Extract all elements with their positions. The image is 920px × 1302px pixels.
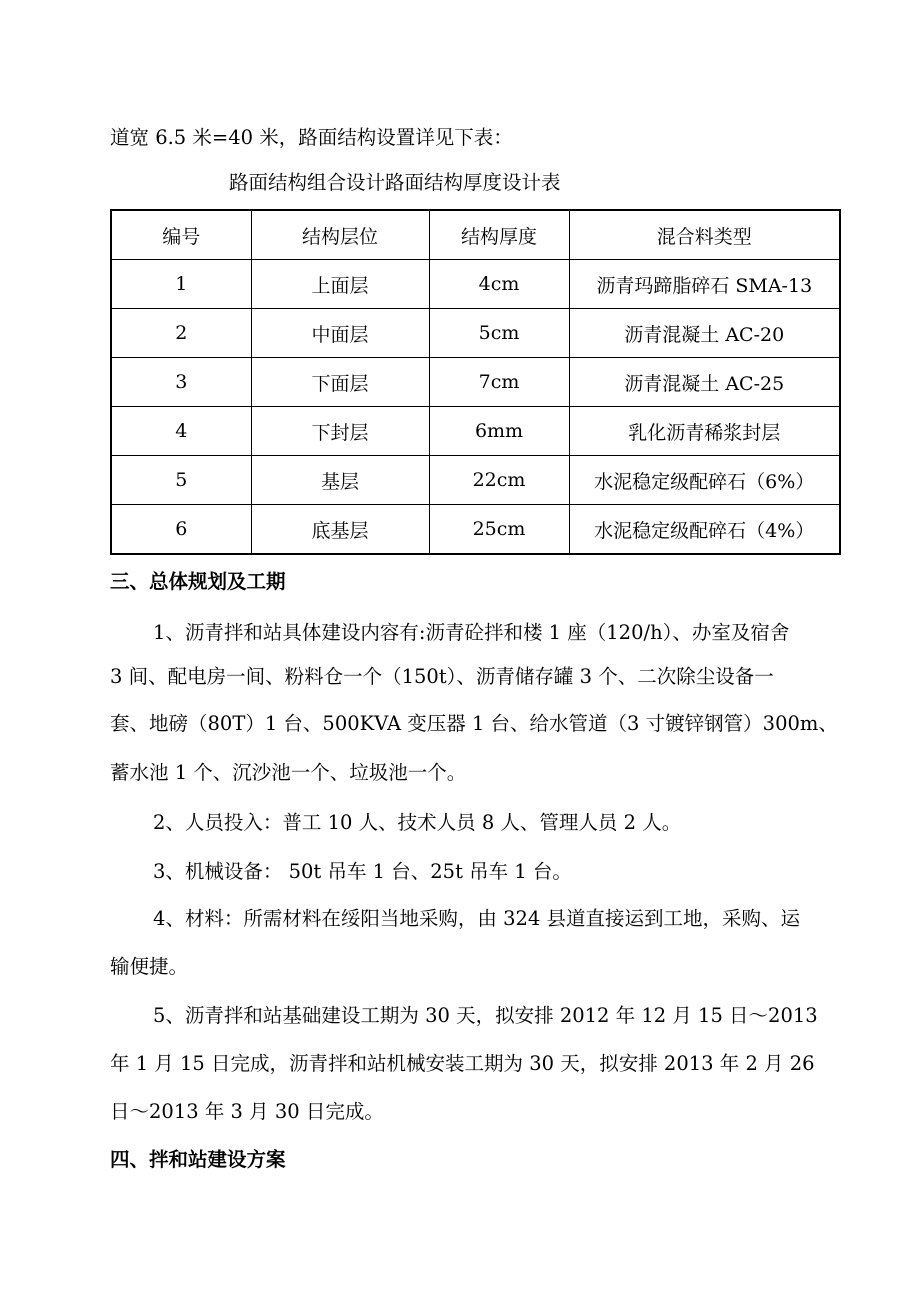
cell-layer: 上面层	[251, 260, 429, 309]
cell-layer: 基层	[251, 456, 429, 505]
table-row	[111, 505, 840, 555]
pavement-structure-table	[110, 209, 841, 555]
cell-thickness: 25cm	[429, 505, 569, 555]
table-row	[111, 309, 840, 358]
item5-line2: 年 1 月 15 日完成，沥青拌和站机械安装工期为 30 天，拟安排 2013 年 2 月 26	[110, 1052, 815, 1075]
cell-mixture: 水泥稳定级配碎石（6%）	[569, 456, 840, 505]
cell-number: 3	[111, 358, 251, 407]
cell-number: 1	[111, 260, 251, 309]
cell-layer: 下封层	[251, 407, 429, 456]
cell-number: 4	[111, 407, 251, 456]
header-cell-layer: 结构层位	[251, 210, 429, 260]
cell-mixture: 水泥稳定级配碎石（4%）	[569, 505, 840, 555]
header-cell-mixture: 混合料类型	[569, 210, 840, 260]
table-header-row	[111, 210, 840, 260]
item5-line1: 5、沥青拌和站基础建设工期为 30 天，拟安排 2012 年 12 月 15 日～2013	[153, 1004, 818, 1027]
table-caption: 路面结构组合设计路面结构厚度设计表	[229, 171, 561, 194]
cell-thickness: 7cm	[429, 358, 569, 407]
item2-line: 2、人员投入：普工 10 人、技术人员 8 人、管理人员 2 人。	[153, 811, 682, 834]
item1-line2: 3 间、配电房一间、粉料仓一个（150t）、沥青储存罐 3 个、二次除尘设备一	[110, 665, 774, 688]
section4-heading: 四、拌和站建设方案	[110, 1148, 286, 1171]
item5-line3: 日～2013 年 3 月 30 日完成。	[110, 1100, 384, 1123]
header-cell-number: 编号	[111, 210, 251, 260]
cell-thickness: 22cm	[429, 456, 569, 505]
item4-line2: 输便捷。	[110, 955, 189, 978]
cell-mixture: 沥青混凝土 AC-20	[569, 309, 840, 358]
item1-line3: 套、地磅（80T）1 台、500KVA 变压器 1 台、给水管道（3 寸镀锌钢管）300m、	[110, 712, 838, 735]
item3-line: 3、机械设备： 50t 吊车 1 台、25t 吊车 1 台。	[153, 860, 572, 883]
table-row	[111, 358, 840, 407]
header-cell-thickness: 结构厚度	[429, 210, 569, 260]
item1-line1: 1、沥青拌和站具体建设内容有:沥青砼拌和楼 1 座（120/h）、办室及宿舍	[153, 621, 790, 644]
cell-mixture: 沥青玛蹄脂碎石 SMA-13	[569, 260, 840, 309]
table-row	[111, 260, 840, 309]
cell-layer: 底基层	[251, 505, 429, 555]
table-row	[111, 407, 840, 456]
table-row	[111, 456, 840, 505]
cell-thickness: 5cm	[429, 309, 569, 358]
item4-line1: 4、材料：所需材料在绥阳当地采购，由 324 县道直接运到工地，采购、运	[153, 907, 801, 930]
section3-heading: 三、总体规划及工期	[110, 570, 286, 593]
cell-number: 2	[111, 309, 251, 358]
cell-thickness: 4cm	[429, 260, 569, 309]
item1-line4: 蓄水池 1 个、沉沙池一个、垃圾池一个。	[110, 761, 467, 784]
cell-layer: 中面层	[251, 309, 429, 358]
cell-layer: 下面层	[251, 358, 429, 407]
cell-number: 6	[111, 505, 251, 555]
cell-mixture: 沥青混凝土 AC-25	[569, 358, 840, 407]
cell-mixture: 乳化沥青稀浆封层	[569, 407, 840, 456]
cell-thickness: 6mm	[429, 407, 569, 456]
intro-line: 道宽 6.5 米=40 米，路面结构设置详见下表：	[110, 126, 513, 149]
cell-number: 5	[111, 456, 251, 505]
